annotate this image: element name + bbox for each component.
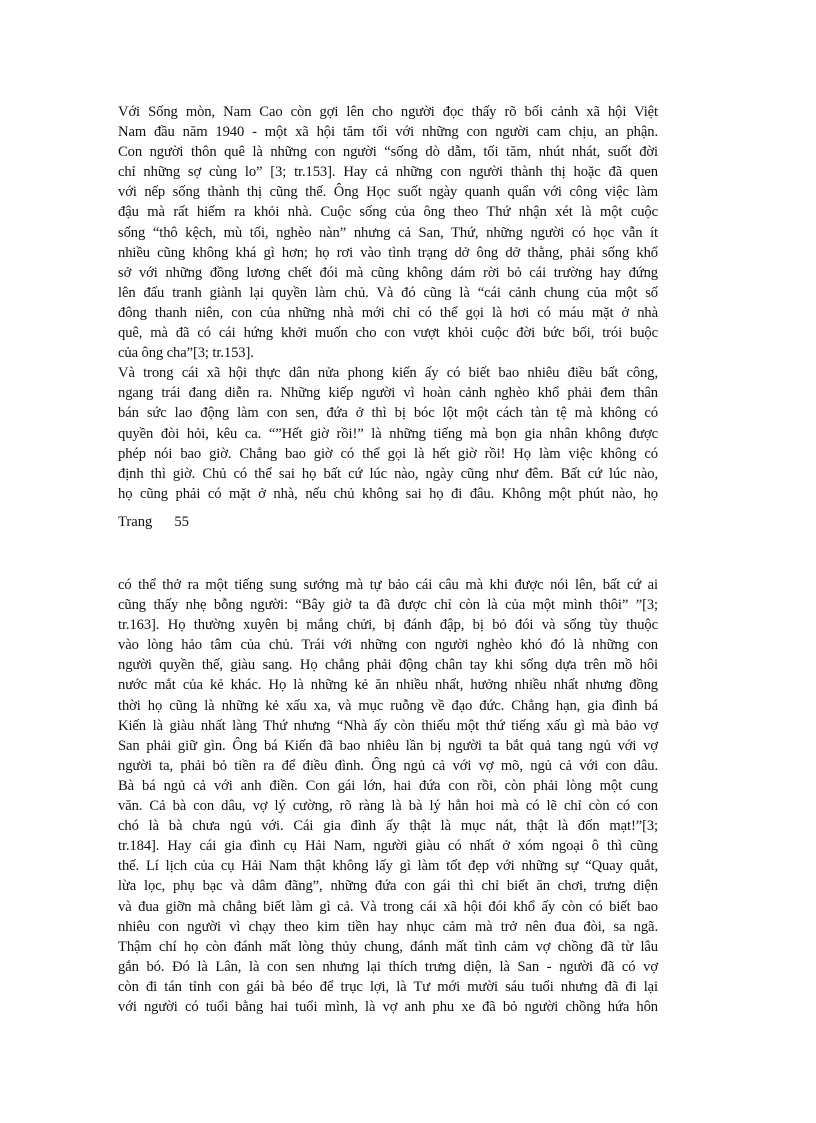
text-line: sống “thô kệch, mù tối, nghèo nàn” nhưng cả San, Thứ, những người có học vẫn ít (118, 224, 658, 241)
text-line: nhiều cũng không khá gì hơn; họ rơi vào tình trạng dở ông dở thằng, phải sống khổ (118, 244, 658, 261)
text-line: đông thanh niên, con của những nhà mới chỉ có thể gọi là hơi có máu mặt ở nhà (118, 304, 658, 321)
text-line: với người có tuổi bằng hai tuổi mình, là vợ anh phu xe đã bỏ người chồng hứa hôn (118, 998, 658, 1015)
text-block-page-one (118, 102, 658, 504)
text-line: ngang trái đang diễn ra. Những kiếp người vì hoàn cảnh nghèo khổ phải đem thân (118, 385, 658, 402)
text-line: bán sức lao động làm con sen, đứa ở thì bị bóc lột một cách tàn tệ mà không có (118, 405, 658, 422)
text-line: Kiến là giàu nhất làng Thứ nhưng “Nhà ấy còn thiếu một thứ tiếng xấu gì mà bảo vợ (118, 717, 658, 734)
text-line: với nếp sống thành thị cũng thế. Ông Học suốt ngày quanh quẩn với công việc làm (118, 184, 658, 201)
text-line: người quyền thế, giàu sang. Họ chẳng phải động chân tay khi sống dựa trên mồ hôi (118, 657, 658, 674)
text-line: Thậm chí họ còn đánh mất lòng thủy chung, đánh mất tình cảm vợ chồng đã từ lâu (118, 938, 658, 955)
text-line: người ta, phải bỏ tiền ra để điều đình. Ông ngủ cả với vợ mõ, ngủ cả với con dâu. (118, 757, 658, 774)
text-line: nước mắt của kẻ khác. Họ là những kẻ ăn nhiều nhất, hưởng nhiều nhất nhưng đồng (118, 677, 658, 694)
text-line: quê, mà đã có cái hứng khởi muốn cho con vượt khỏi cuộc đời bức bối, trói buộc (118, 325, 658, 342)
text-line: Nam đầu năm 1940 - một xã hội tăm tối với những con người cam chịu, an phận. (118, 124, 658, 141)
text-line: gắn bó. Đó là Lân, là con sen nhưng lại thích trưng diện, là San - người đã có vợ (118, 958, 658, 975)
text-line: của ông cha”[3; tr.153]. (118, 345, 254, 362)
text-line: chó là bà chưa ngủ với. Cái gia đình ấy thật là mục nát, thật là đốn mạt!”[3; (118, 818, 658, 835)
text-line: Và trong cái xã hội thực dân nửa phong kiến ấy có biết bao nhiêu điều bất công, (118, 365, 658, 382)
text-line: tr.163]. Họ thường xuyên bị mắng chửi, bị đánh đập, bị bỏ đói và sống tùy thuộc (118, 617, 658, 634)
text-line: chỉ những sợ cùng lo” [3; tr.153]. Hay cả những con người thành thị hoặc đã quen (118, 164, 658, 181)
text-line: Con người thôn quê là những con người “sống dò dẫm, tối tăm, nhút nhát, suốt đời (118, 144, 658, 161)
text-line: cũng thấy nhẹ bỗng người: “Bây giờ ta đã được chỉ còn là của một mình thôi” ”[3; (118, 597, 658, 614)
text-line: San phải giữ gìn. Ông bá Kiến đã bao nhiêu lần bị người ta bắt quả tang ngủ với vợ (118, 737, 658, 754)
text-line: quyền đòi hỏi, kêu ca. “”Hết giờ rồi!” là những tiếng mà bọn gia nhân không được (118, 425, 658, 442)
text-line: nhiêu con người vì chạy theo kim tiền hay nhục cảm mà trở nên đua đòi, sa ngã. (118, 918, 658, 935)
text-line: lừa lọc, phụ bạc và dâm đãng”, những đứa con gái thì chỉ biết ăn chơi, trưng diện (118, 878, 658, 895)
text-line: đậu mà rất hiếm ra khỏi nhà. Cuộc sống của ông theo Thứ nhận xét là một cuộc (118, 204, 658, 221)
text-line: lên đấu tranh giành lại quyền làm chủ. Và đó cũng là “cái cảnh chung của một số (118, 284, 658, 301)
text-line: văn. Cả bà con dâu, vợ lý cường, rõ ràng là bà lý hẳn hoi mà có lẽ chỉ còn có con (118, 798, 658, 815)
text-line: họ cũng phải có mặt ở nhà, nếu chủ không sai họ đi đâu. Không một phút nào, họ (118, 485, 658, 502)
page-number: 55 (174, 514, 189, 530)
text-line: sở với những đồng lương chết đói mà cũng không dám rời bỏ cái trường hay đứng (118, 264, 658, 281)
text-line: vào lòng hảo tâm của chủ. Trái với những con người nghèo khó đó là những con (118, 637, 658, 654)
page-footer (118, 512, 189, 532)
text-line: Bà bá ngủ cả với anh điền. Con gái lớn, hai đứa con rồi, còn phải lòng một cung (118, 777, 658, 794)
text-line: định thì giờ. Chủ có thể sai họ bất cứ lúc nào, ngày cũng như đêm. Bất cứ lúc nào, (118, 465, 658, 482)
text-line: tr.184]. Hay cái gia đình cụ Hải Nam, người giàu có nhất ở xóm ngoại ô thì cũng (118, 838, 658, 855)
text-line: thời họ cũng là những kẻ xấu xa, và mục ruỗng về đạo đức. Chẳng hạn, gia đình bá (118, 697, 658, 714)
text-line: phép nói bao giờ. Chẳng bao giờ có thể gọi là hết giờ rồi! Họ làm việc không có (118, 445, 658, 462)
text-line: thế. Lí lịch của cụ Hải Nam thật không lấy gì làm tốt đẹp với những sự “Quay quắt, (118, 858, 658, 875)
text-line: còn đi tán tỉnh con gái bà béo để trục lợi, là Tư mới mười sáu tuổi nhưng đã đi lại (118, 978, 658, 995)
text-line: có thể thở ra một tiếng sung sướng mà tự bảo cái câu mà khi được nói lên, bất cứ ai (118, 577, 658, 593)
text-line: và đua giỡn mà chẳng biết làm gì cả. Và trong cái xã hội đói khổ ấy còn có biết bao (118, 898, 658, 915)
text-line: Với Sống mòn, Nam Cao còn gợi lên cho người đọc thấy rõ bối cảnh xã hội Việt (118, 104, 658, 120)
page-label: Trang (118, 514, 153, 530)
text-block-page-two (118, 575, 658, 1017)
